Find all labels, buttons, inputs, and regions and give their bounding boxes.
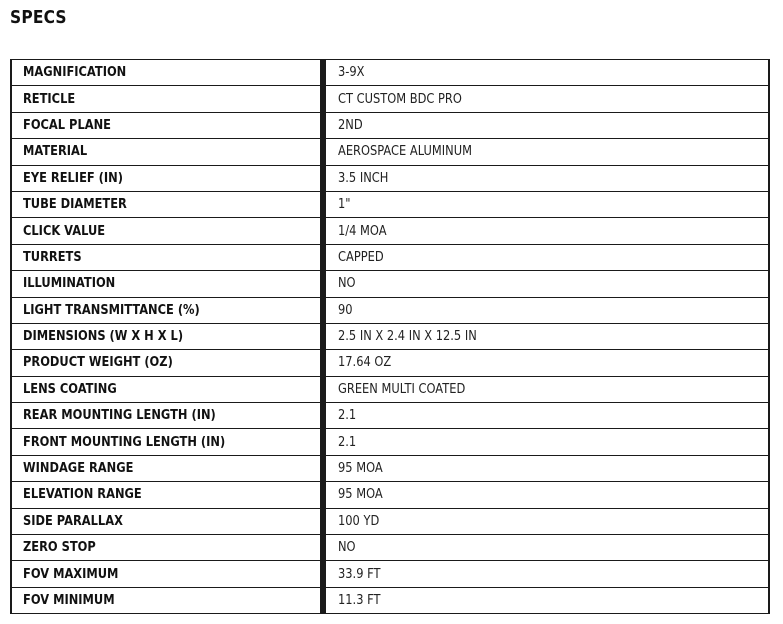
table-row (11, 166, 769, 192)
table-row (11, 113, 769, 139)
table-row (11, 218, 769, 244)
spec-label: LIGHT TRANSMITTANCE (%) (12, 298, 320, 323)
spec-value: 2.1 (326, 429, 768, 454)
spec-label: SIDE PARALLAX (12, 509, 320, 534)
table-row (11, 86, 769, 112)
spec-label: ZERO STOP (12, 535, 320, 560)
spec-label: TURRETS (12, 245, 320, 270)
spec-value: NO (326, 535, 768, 560)
spec-label: CLICK VALUE (12, 218, 320, 243)
table-row (11, 482, 769, 508)
spec-value: 17.64 OZ (326, 350, 768, 375)
table-row (11, 271, 769, 297)
spec-label: FOV MAXIMUM (12, 561, 320, 586)
table-row (11, 245, 769, 271)
spec-value: 2.5 IN X 2.4 IN X 12.5 IN (326, 324, 768, 349)
spec-label: REAR MOUNTING LENGTH (IN) (12, 403, 320, 428)
spec-label: MATERIAL (12, 139, 320, 164)
table-row (11, 429, 769, 455)
spec-value: 3.5 INCH (326, 166, 768, 191)
spec-value: 3-9X (326, 60, 768, 85)
spec-value: CAPPED (326, 245, 768, 270)
table-row (11, 403, 769, 429)
specs-table (10, 59, 770, 614)
table-row (11, 139, 769, 165)
table-row (11, 350, 769, 376)
spec-value: 1" (326, 192, 768, 217)
page-title: SPECS (10, 7, 67, 28)
spec-label: WINDAGE RANGE (12, 456, 320, 481)
spec-label: FRONT MOUNTING LENGTH (IN) (12, 429, 320, 454)
table-row (11, 588, 769, 614)
spec-label: EYE RELIEF (IN) (12, 166, 320, 191)
spec-value: CT CUSTOM BDC PRO (326, 86, 768, 111)
spec-label: MAGNIFICATION (12, 60, 320, 85)
spec-label: ILLUMINATION (12, 271, 320, 296)
table-row (11, 509, 769, 535)
spec-value: GREEN MULTI COATED (326, 377, 768, 402)
spec-label: ELEVATION RANGE (12, 482, 320, 507)
spec-value: 2ND (326, 113, 768, 138)
spec-value: 95 MOA (326, 456, 768, 481)
spec-value: 1/4 MOA (326, 218, 768, 243)
spec-label: FOV MINIMUM (12, 588, 320, 613)
table-row (11, 60, 769, 86)
table-row (11, 298, 769, 324)
spec-label: TUBE DIAMETER (12, 192, 320, 217)
spec-value: 90 (326, 298, 768, 323)
spec-label: FOCAL PLANE (12, 113, 320, 138)
spec-label: PRODUCT WEIGHT (OZ) (12, 350, 320, 375)
table-row (11, 456, 769, 482)
spec-label: LENS COATING (12, 377, 320, 402)
spec-value: 33.9 FT (326, 561, 768, 586)
spec-value: NO (326, 271, 768, 296)
table-row (11, 324, 769, 350)
spec-value: AEROSPACE ALUMINUM (326, 139, 768, 164)
table-row (11, 561, 769, 587)
spec-value: 100 YD (326, 509, 768, 534)
spec-label: RETICLE (12, 86, 320, 111)
spec-value: 11.3 FT (326, 588, 768, 613)
table-row (11, 192, 769, 218)
table-row (11, 377, 769, 403)
table-row (11, 535, 769, 561)
spec-value: 2.1 (326, 403, 768, 428)
spec-label: DIMENSIONS (W X H X L) (12, 324, 320, 349)
spec-value: 95 MOA (326, 482, 768, 507)
